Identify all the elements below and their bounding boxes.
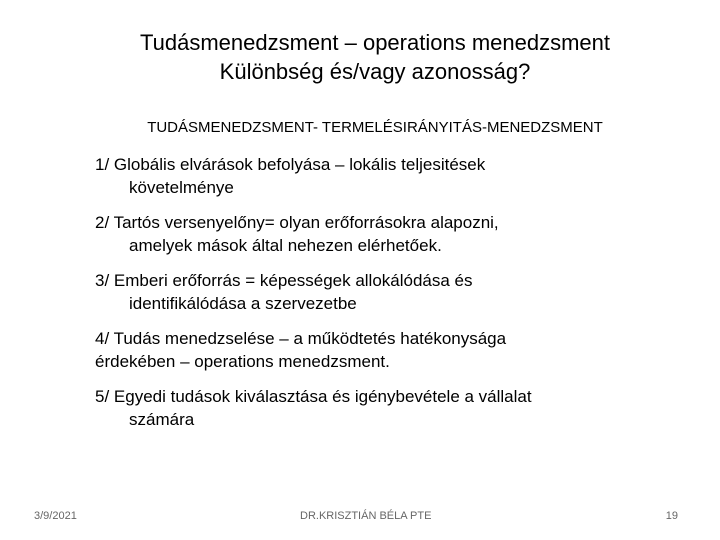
list-item-continuation: érdekében – operations menedzsment.: [95, 352, 390, 371]
page-number: 19: [665, 510, 678, 522]
list-item-continuation: követelménye: [129, 178, 234, 197]
list-item-text: 5/ Egyedi tudások kiválasztása és igénybevétele a vállalat: [95, 387, 532, 406]
list-item-text: 3/ Emberi erőforrás = képességek allokálódása és: [95, 271, 473, 290]
list-item-continuation: amelyek mások által nehezen elérhetőek.: [129, 236, 442, 255]
list-item-continuation: számára: [129, 410, 195, 429]
list-item: [95, 153, 655, 199]
footer-author: DR.KRISZTIÁN BÉLA PTE: [300, 510, 432, 522]
list-item-text: 4/ Tudás menedzselése – a működtetés hatékonysága: [95, 329, 507, 348]
list-item-continuation: identifikálódása a szervezetbe: [129, 294, 357, 313]
content-list: [95, 153, 655, 443]
list-item-text: 2/ Tartós versenyelőny= olyan erőforrásokra alapozni,: [95, 213, 499, 232]
footer-date: 3/9/2021: [34, 510, 77, 522]
list-item: [95, 269, 655, 315]
list-item: [95, 385, 655, 431]
list-item: [95, 211, 655, 257]
list-item: [95, 327, 655, 373]
slide-subtitle: TUDÁSMENEDZSMENT- TERMELÉSIRÁNYITÁS-MENEDZSMENT: [147, 119, 603, 136]
title-line-1: Tudásmenedzsment – operations menedzsment: [140, 30, 610, 55]
slide-title: [60, 28, 690, 86]
list-item-text: 1/ Globális elvárások befolyása – lokális teljesitések: [95, 155, 486, 174]
title-line-2: Különbség és/vagy azonosság?: [219, 59, 531, 84]
